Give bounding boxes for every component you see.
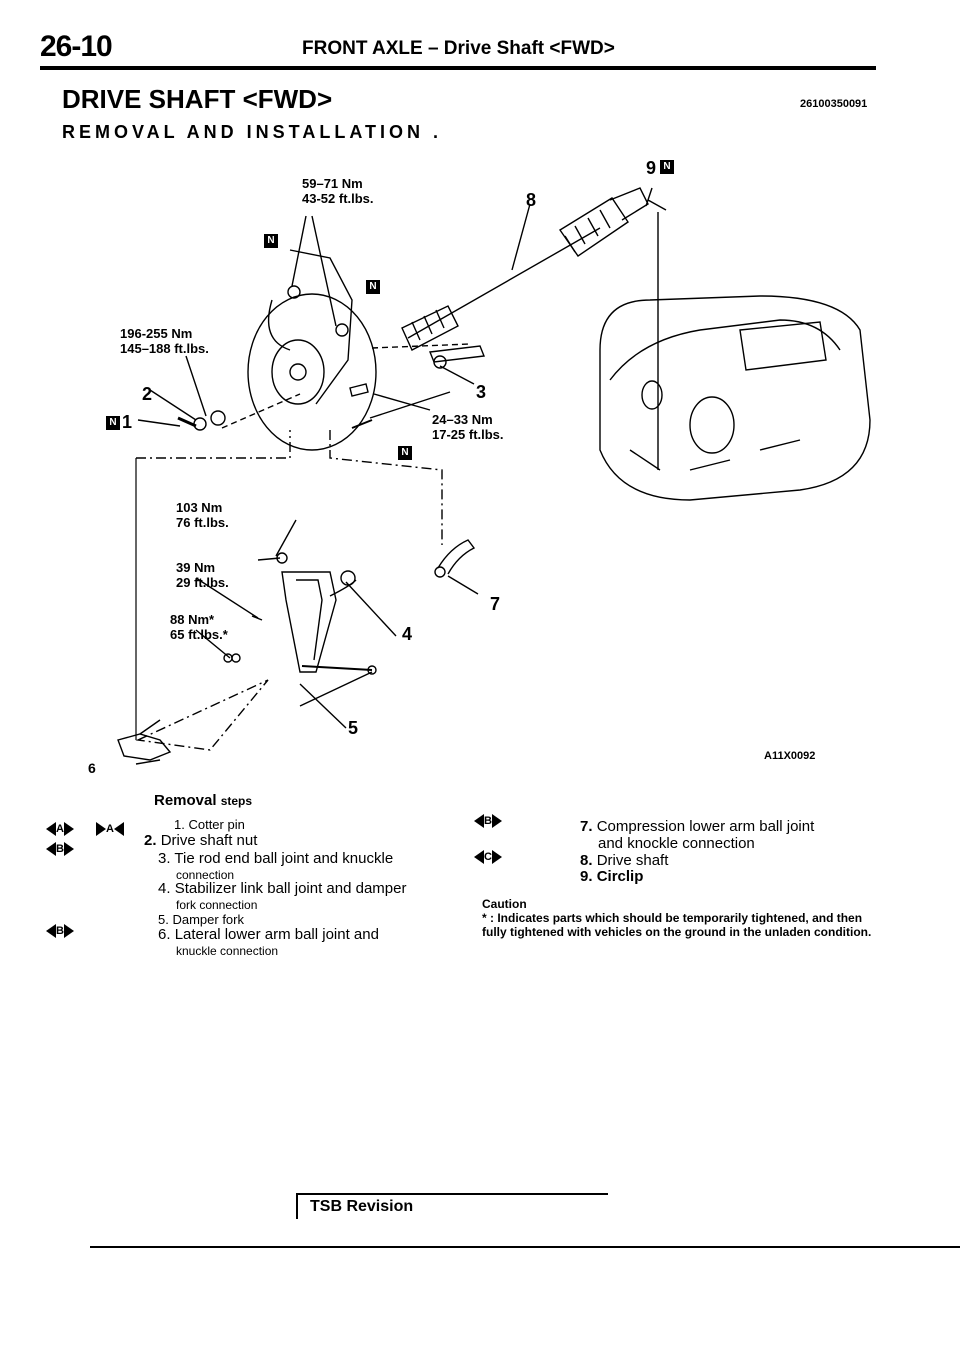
step-number: 3. [158, 850, 171, 867]
caution-note [482, 911, 872, 939]
callout-4: 4 [402, 624, 413, 644]
triangle-left-icon [46, 842, 56, 856]
caution-marker: * : [482, 911, 494, 925]
transaxle-case [600, 296, 870, 500]
callout-2: 2 [142, 384, 153, 404]
callout-8: 8 [526, 190, 537, 210]
service-point-badge-b [46, 924, 74, 938]
torque-nm: 39 Nm [176, 560, 216, 575]
triangle-right-icon [64, 842, 74, 856]
torque-spec-5 [176, 560, 229, 590]
torque-nm: 196-255 Nm [120, 326, 193, 341]
service-point-badge-a-install [96, 822, 124, 836]
step-number: 1. [174, 817, 185, 832]
step-text: Cotter pin [188, 817, 245, 832]
header-title: FRONT AXLE – Drive Shaft <FWD> [302, 38, 615, 59]
step-text: Damper fork [172, 912, 244, 927]
tsb-revision-box: TSB Revision [296, 1193, 608, 1219]
removal-step-4 [158, 880, 406, 914]
callout-7: 7 [490, 594, 501, 614]
step-number: 5. [158, 912, 169, 927]
step-text: Circlip [596, 868, 644, 885]
service-point-badge-a [46, 822, 74, 836]
step-text-cont: knuckle connection [176, 944, 279, 958]
badge-letter: B [484, 815, 492, 827]
triangle-left-icon [46, 924, 56, 938]
outer-boot [560, 198, 628, 256]
long-bolt [302, 666, 372, 670]
removal-step-9 [580, 868, 643, 885]
removal-step-2 [144, 832, 257, 849]
triangle-right-icon [96, 822, 106, 836]
torque-spec-4 [176, 500, 229, 530]
page-number: 26-10 [40, 30, 112, 63]
torque-ft: 17-25 ft.lbs. [432, 427, 504, 442]
triangle-left-icon [46, 822, 56, 836]
triangle-left-icon [474, 814, 484, 828]
badge-letter: B [56, 843, 64, 855]
cotter-pin-shape [178, 418, 196, 426]
step-text: Drive shaft [596, 852, 669, 869]
callout-9: 9 [646, 158, 657, 178]
caution-title: Caution [482, 897, 527, 911]
badge-letter: B [56, 925, 64, 937]
torque-nm: 24–33 Nm [432, 412, 493, 427]
step-text-cont: fork connection [176, 898, 258, 912]
service-point-badge-b [474, 814, 502, 828]
service-point-badge-b [46, 842, 74, 856]
step-text: Compression lower arm ball joint [596, 818, 815, 835]
service-point-badge-c [474, 850, 502, 864]
torque-ft: 43-52 ft.lbs. [302, 191, 374, 206]
triangle-left-icon [474, 850, 484, 864]
step-number: 4. [158, 880, 171, 897]
step-text-cont: and knockle connection [598, 835, 755, 852]
badge-letter: A [106, 823, 114, 835]
triangle-left-icon [114, 822, 124, 836]
torque-spec-6 [170, 612, 228, 642]
torque-ft: 145–188 ft.lbs. [120, 341, 209, 356]
callout-5: 5 [348, 718, 359, 738]
step-text: Stabilizer link ball joint and damper [174, 880, 407, 897]
step-number: 6. [158, 926, 171, 943]
damper-fork [282, 572, 336, 672]
torque-ft: 76 ft.lbs. [176, 515, 229, 530]
badge-letter: A [56, 823, 64, 835]
footer-rule [90, 1246, 960, 1248]
torque-ft: 65 ft.lbs.* [170, 627, 228, 642]
step-text: Drive shaft nut [160, 832, 258, 849]
removal-title: Removal [154, 792, 217, 809]
removal-title-small: steps [220, 794, 253, 808]
drive-shaft-bar [408, 228, 600, 338]
badge-letter: C [484, 851, 492, 863]
step-number: 2. [144, 832, 157, 849]
callout-6: 6 [88, 760, 96, 776]
step-text: Tie rod end ball joint and knuckle [174, 850, 394, 867]
tie-rod-end [430, 346, 484, 362]
step-text: Lateral lower arm ball joint and [174, 926, 379, 943]
removal-step-1 [174, 816, 245, 833]
torque-nm: 88 Nm* [170, 612, 215, 627]
step-number: 8. [580, 852, 593, 869]
new-part-mark: N [264, 234, 278, 248]
removal-steps-title [154, 792, 252, 809]
torque-nm: 103 Nm [176, 500, 223, 515]
triangle-right-icon [64, 924, 74, 938]
new-part-mark: N [660, 160, 674, 174]
torque-spec-1 [302, 176, 374, 206]
knuckle-outline [290, 250, 352, 404]
figure-id: A11X0092 [764, 750, 816, 762]
transaxle-output [690, 397, 734, 453]
torque-spec-2 [120, 326, 209, 356]
removal-step-7 [580, 818, 814, 852]
triangle-right-icon [492, 850, 502, 864]
step-number: 7. [580, 818, 593, 835]
section-title: DRIVE SHAFT <FWD> [62, 84, 333, 114]
torque-spec-3 [432, 412, 504, 442]
new-part-mark: N [366, 280, 380, 294]
callout-3: 3 [476, 382, 487, 402]
step-text-cont: connection [176, 868, 235, 882]
washer-shape [211, 411, 225, 425]
triangle-right-icon [492, 814, 502, 828]
new-part-mark: N [398, 446, 412, 460]
torque-nm: 59–71 Nm [302, 176, 363, 191]
step-number: 9. [580, 868, 593, 885]
triangle-right-icon [64, 822, 74, 836]
removal-step-6 [158, 926, 379, 960]
new-part-mark: N [106, 416, 120, 430]
removal-step-8 [580, 852, 668, 869]
caution-body: Indicates parts which should be temporarily tightened, and then fully tightened with vehicles on the ground in the unladen condition. [482, 911, 872, 939]
callout-1: 1 [122, 412, 133, 432]
torque-ft: 29 ft.lbs. [176, 575, 229, 590]
section-subtitle: REMOVAL AND INSTALLATION . [62, 122, 442, 142]
removal-step-3 [158, 850, 393, 884]
figure-code: 26100350091 [800, 98, 868, 110]
